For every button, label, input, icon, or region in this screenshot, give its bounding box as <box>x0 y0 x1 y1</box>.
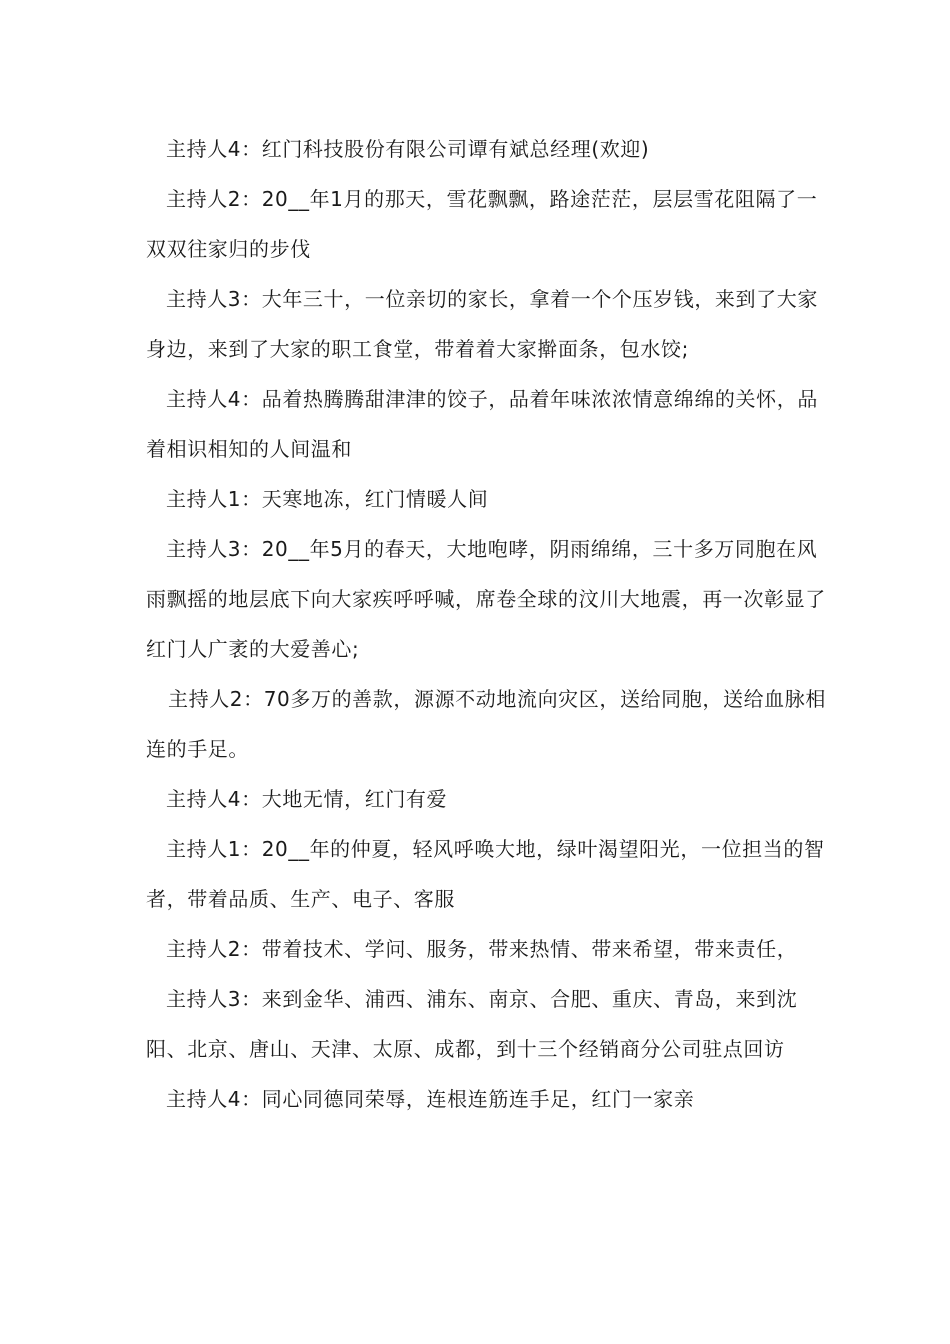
paragraph: 主持人4：同心同德同荣辱，连根连筋连手足，红门一家亲 <box>166 1087 695 1111</box>
paragraph: 主持人2：20__年1月的那天，雪花飘飘，路途茫茫，层层雪花阻隔了一双双往家归的步伐 <box>146 187 818 261</box>
paragraph: 主持人2：带着技术、学问、服务，带来热情、带来希望，带来责任， <box>166 937 798 961</box>
paragraph: 主持人2：70多万的善款，源源不动地流向灾区，送给同胞，送给血脉相连的手足。 <box>146 687 826 761</box>
paragraph: 主持人4：大地无情，红门有爱 <box>166 787 448 811</box>
paragraph: 主持人1：天寒地冻，红门情暖人间 <box>166 487 489 511</box>
paragraph: 主持人3：来到金华、浦西、浦东、南京、合肥、重庆、青岛，来到沈阳、北京、唐山、天津、太原、成都，到十三个经销商分公司驻点回访 <box>146 987 798 1061</box>
paragraph: 主持人4：红门科技股份有限公司谭有斌总经理(欢迎) <box>166 137 650 161</box>
paragraph: 主持人1：20__年的仲夏，轻风呼唤大地，绿叶渴望阳光，一位担当的智者，带着品质、生产、电子、客服 <box>146 837 825 911</box>
document-body <box>146 124 826 1124</box>
paragraph: 主持人3：20__年5月的春天，大地咆哮，阴雨绵绵，三十多万同胞在风雨飘摇的地层底下向大家疾呼呼喊，席卷全球的汶川大地震，再一次彰显了红门人广袤的大爱善心; <box>146 537 826 661</box>
paragraph: 主持人4：品着热腾腾甜津津的饺子，品着年味浓浓情意绵绵的关怀，品着相识相知的人间温和 <box>146 387 818 461</box>
paragraph: 主持人3：大年三十，一位亲切的家长，拿着一个个压岁钱，来到了大家身边，来到了大家的职工食堂，带着着大家擀面条，包水饺; <box>146 287 818 361</box>
